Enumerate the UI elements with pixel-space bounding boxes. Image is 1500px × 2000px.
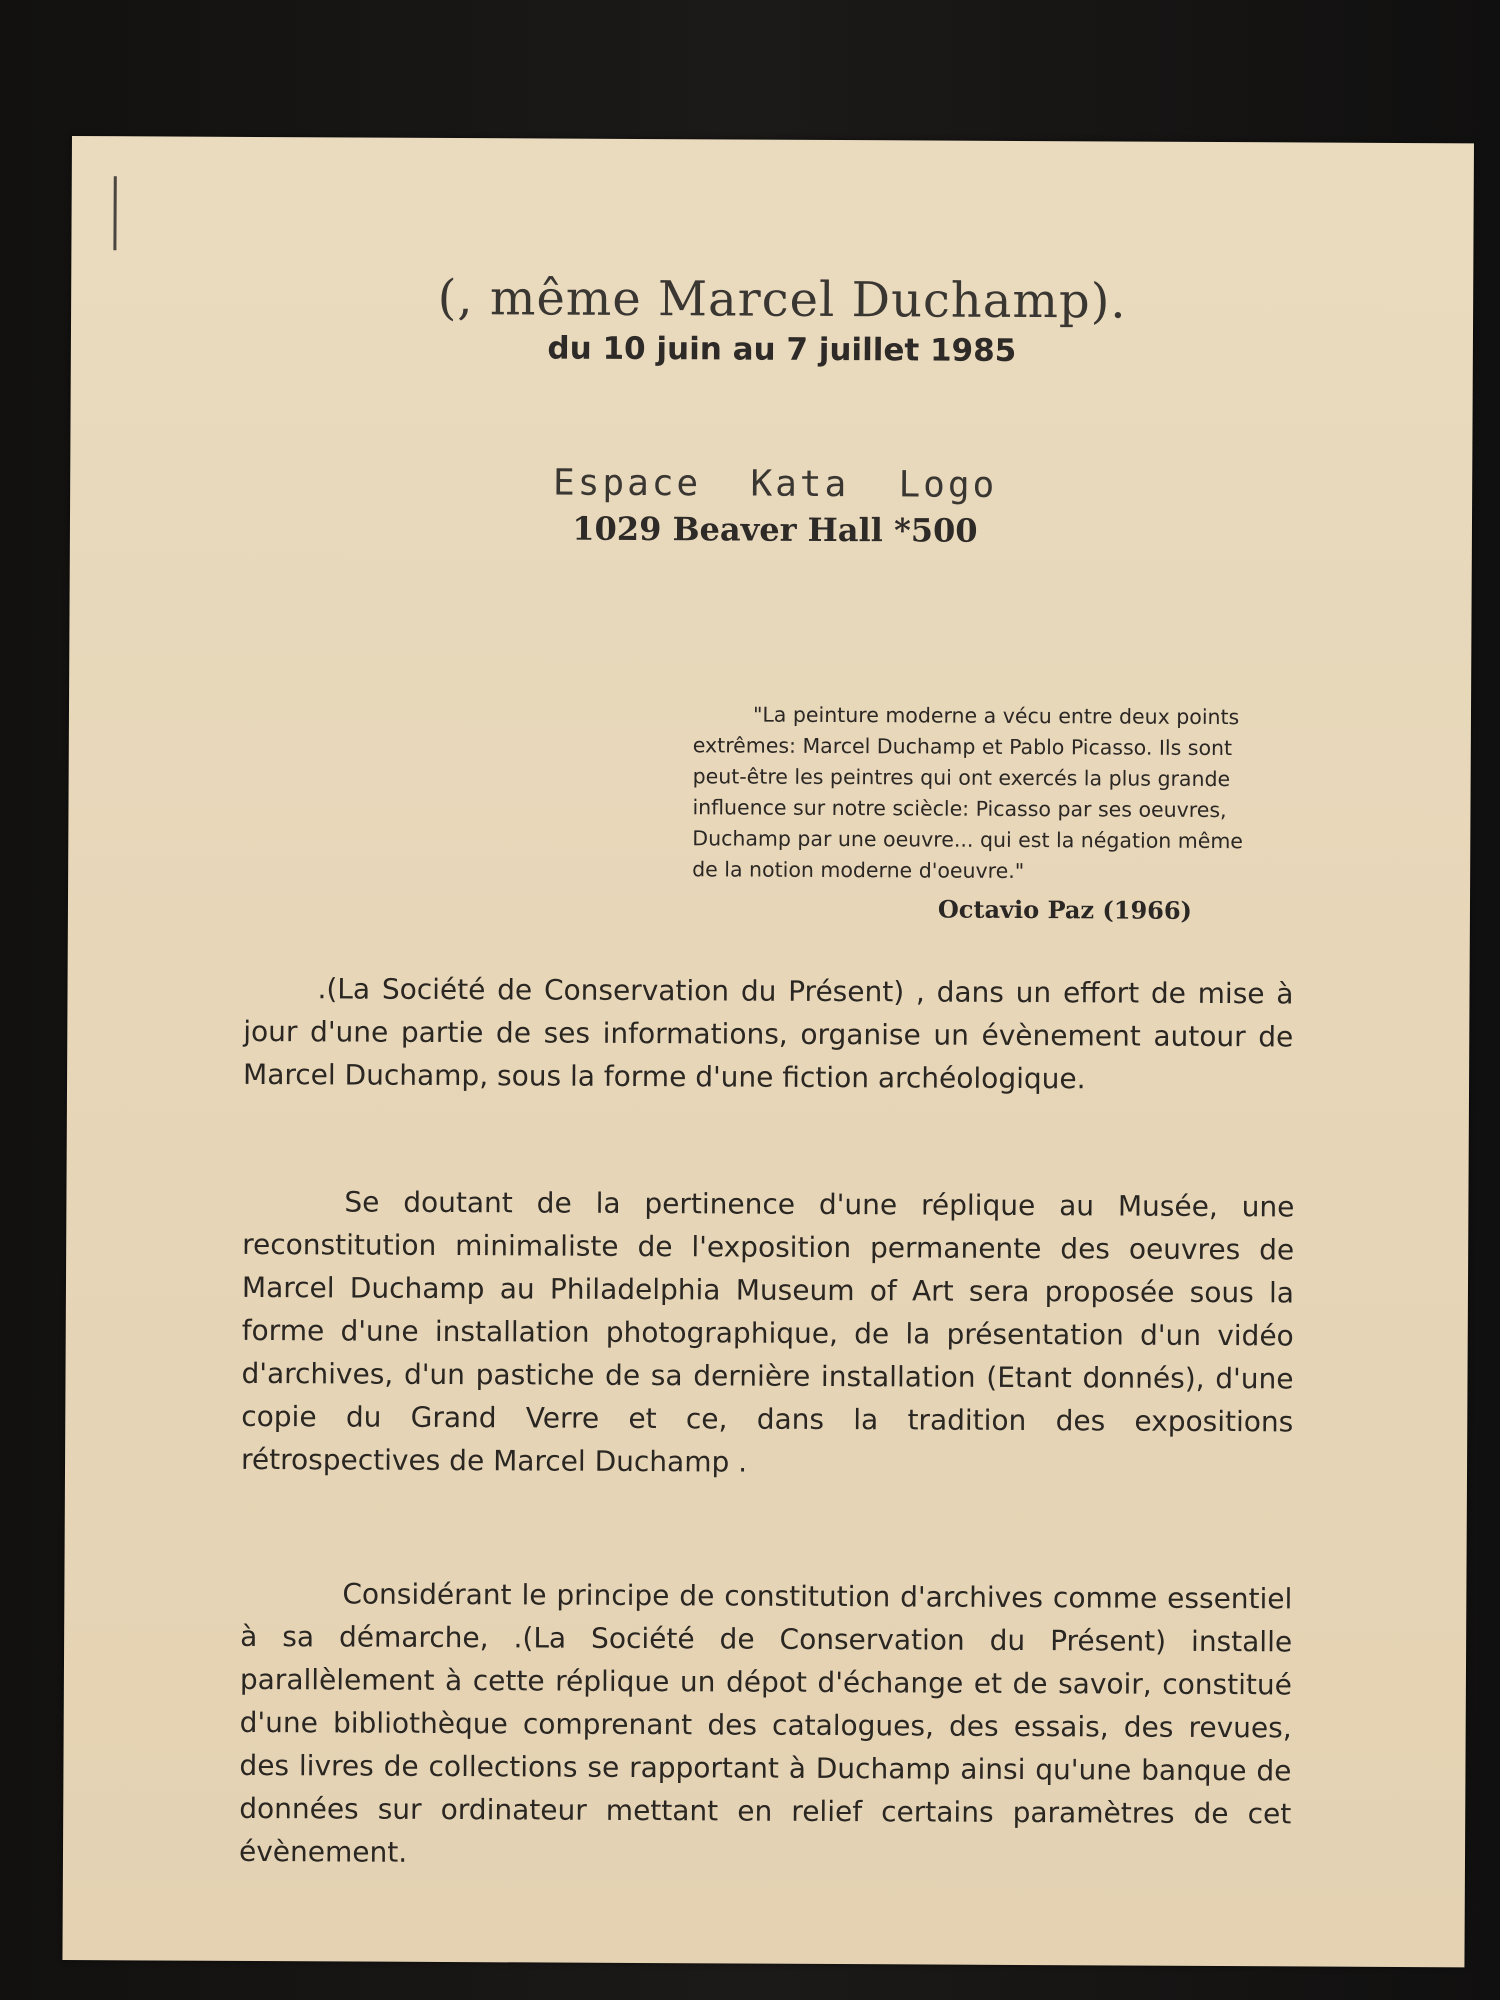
body-paragraph-1: .(La Société de Conservation du Présent) , dans un effort de mise à jour d'une partie de ses informations, organise un évènement autour de Marcel Duchamp, sous la forme d'une fiction archéologique.: [243, 972, 1294, 1096]
venue-name: Espace Kata Logo: [553, 462, 998, 506]
quote-author: Octavio Paz (1966): [937, 894, 1193, 925]
exhibition-dates: du 10 juin au 7 juillet 1985: [547, 330, 1017, 369]
document-header: [71, 266, 1474, 373]
pen-mark: [113, 176, 116, 250]
venue-block: [70, 457, 1472, 554]
document-page: [62, 136, 1474, 1967]
body-paragraph-3: Considérant le principe de constitution d'archives comme essentiel à sa démarche, .(La Société de Conservation du Présent) installe parallèlement à cette réplique un dépot d'échange et de savoir, constitué d'une bibliothèque comprenant des catalogues, des essais, des revues, des livres de collections se rapportant à Duchamp ainsi qu'une banque de données sur ordinateur mettant en relief certains paramètres de cet évènement.: [238, 1577, 1293, 1869]
epigraph-quote: [692, 699, 1253, 925]
venue-address: 1029 Beaver Hall *500: [572, 509, 978, 550]
body-paragraph-2: Se doutant de la pertinence d'une réplique au Musée, une reconstitution minimaliste de l'exposition permanente des oeuvres de Marcel Duchamp au Philadelphia Museum of Art sera proposée sous la forme d'une installation photographique, de la présentation d'un vidéo d'archives, d'un pastiche de sa dernière installation (Etant donnés), d'une copie du Grand Verre et ce, dans la tradition des expositions rétrospectives de Marcel Duchamp .: [240, 1185, 1295, 1479]
document-title: (, même Marcel Duchamp).: [437, 269, 1127, 330]
quote-text: "La peinture moderne a vécu entre deux points extrêmes: Marcel Duchamp et Pablo Picasso. Ils sont peut-être les peintres qui ont exercés la plus grande influence sur notre sciècle: Picasso par ses oeuvres, Duchamp par une oeuvre... qui est la négation même de la notion moderne d'oeuvre.": [692, 702, 1244, 883]
